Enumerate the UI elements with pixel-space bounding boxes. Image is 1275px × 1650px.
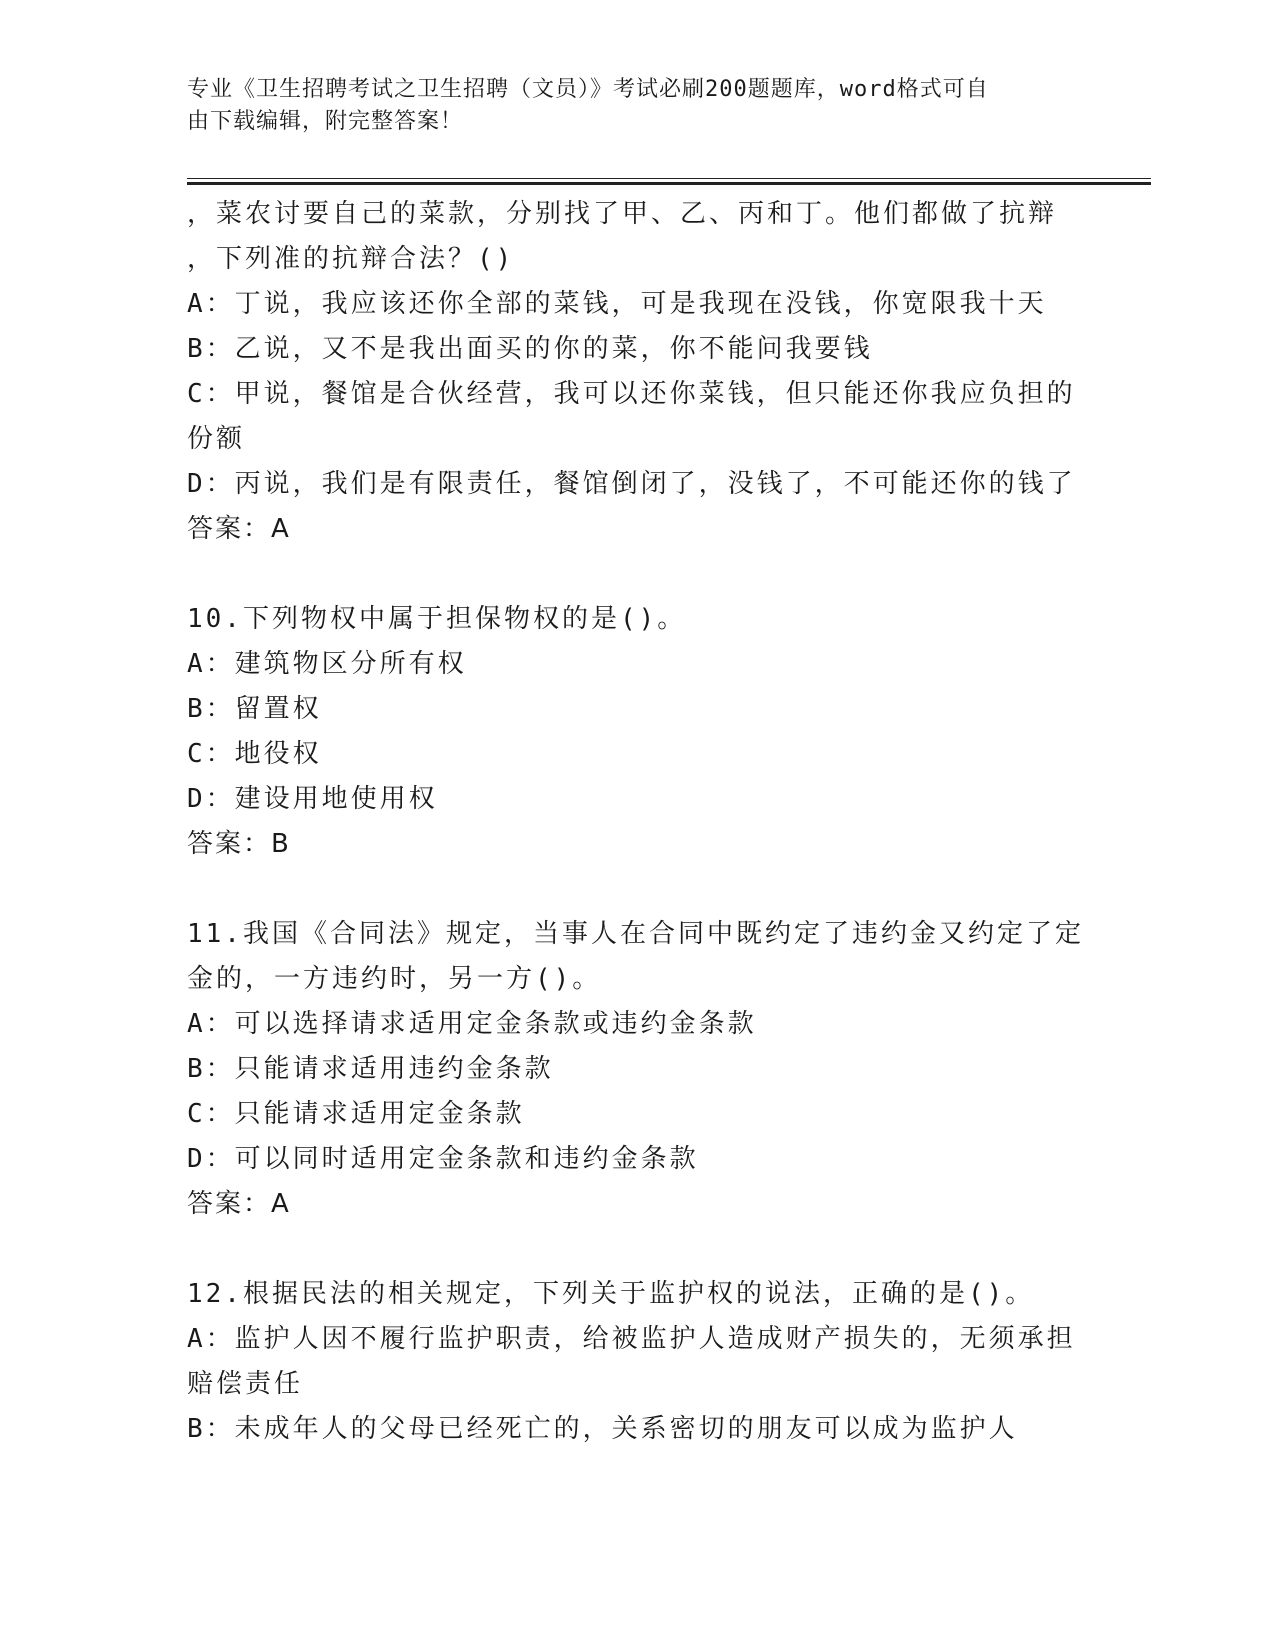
question-12 — [187, 1272, 1087, 1452]
spacer — [187, 1227, 1087, 1272]
option-c: C：只能请求适用定金条款 — [187, 1099, 525, 1129]
header-divider-thin — [187, 178, 1151, 179]
question-10 — [187, 597, 1087, 867]
question-stem-line: ，下列准的抗辩合法？() — [187, 244, 515, 274]
option-c: C：地役权 — [187, 739, 322, 769]
question-stem-line: 12.根据民法的相关规定，下列关于监护权的说法，正确的是()。 — [187, 1279, 1035, 1309]
spacer — [187, 867, 1087, 912]
answer-line: 答案：A — [187, 514, 291, 544]
question-stem-line: 11.我国《合同法》规定，当事人在合同中既约定了违约金又约定了定 — [187, 919, 1084, 949]
option-b: B：留置权 — [187, 694, 322, 724]
option-c-continued: 份额 — [187, 424, 246, 454]
option-d: D：建设用地使用权 — [187, 784, 438, 814]
spacer — [187, 552, 1087, 597]
question-11 — [187, 912, 1087, 1227]
question-stem-line: ，菜农讨要自己的菜款，分别找了甲、乙、丙和丁。他们都做了抗辩 — [187, 199, 1058, 229]
option-b: B：只能请求适用违约金条款 — [187, 1054, 554, 1084]
option-c: C：甲说，餐馆是合伙经营，我可以还你菜钱，但只能还你我应负担的 — [187, 379, 1076, 409]
document-header — [187, 74, 1087, 138]
option-a: A：丁说，我应该还你全部的菜钱，可是我现在没钱，你宽限我十天 — [187, 289, 1047, 319]
question-stem-line: 金的，一方违约时，另一方()。 — [187, 964, 602, 994]
option-b: B：乙说，又不是我出面买的你的菜，你不能问我要钱 — [187, 334, 873, 364]
answer-line: 答案：A — [187, 1189, 291, 1219]
option-b: B：未成年人的父母已经死亡的，关系密切的朋友可以成为监护人 — [187, 1414, 1018, 1444]
header-line-1: 专业《卫生招聘考试之卫生招聘（文员）》考试必刷200题题库，word格式可自 — [187, 77, 989, 102]
header-line-2: 由下载编辑，附完整答案！ — [187, 109, 464, 134]
answer-line: 答案：B — [187, 829, 291, 859]
header-divider-thick — [187, 182, 1151, 185]
option-a-continued: 赔偿责任 — [187, 1369, 304, 1399]
question-continued — [187, 192, 1087, 552]
question-stem-line: 10.下列物权中属于担保物权的是()。 — [187, 604, 687, 634]
option-d: D：可以同时适用定金条款和违约金条款 — [187, 1144, 699, 1174]
option-a: A：可以选择请求适用定金条款或违约金条款 — [187, 1009, 757, 1039]
option-a: A：监护人因不履行监护职责，给被监护人造成财产损失的，无须承担 — [187, 1324, 1076, 1354]
question-body — [187, 192, 1087, 1452]
option-a: A：建筑物区分所有权 — [187, 649, 467, 679]
option-d: D：丙说，我们是有限责任，餐馆倒闭了，没钱了，不可能还你的钱了 — [187, 469, 1076, 499]
